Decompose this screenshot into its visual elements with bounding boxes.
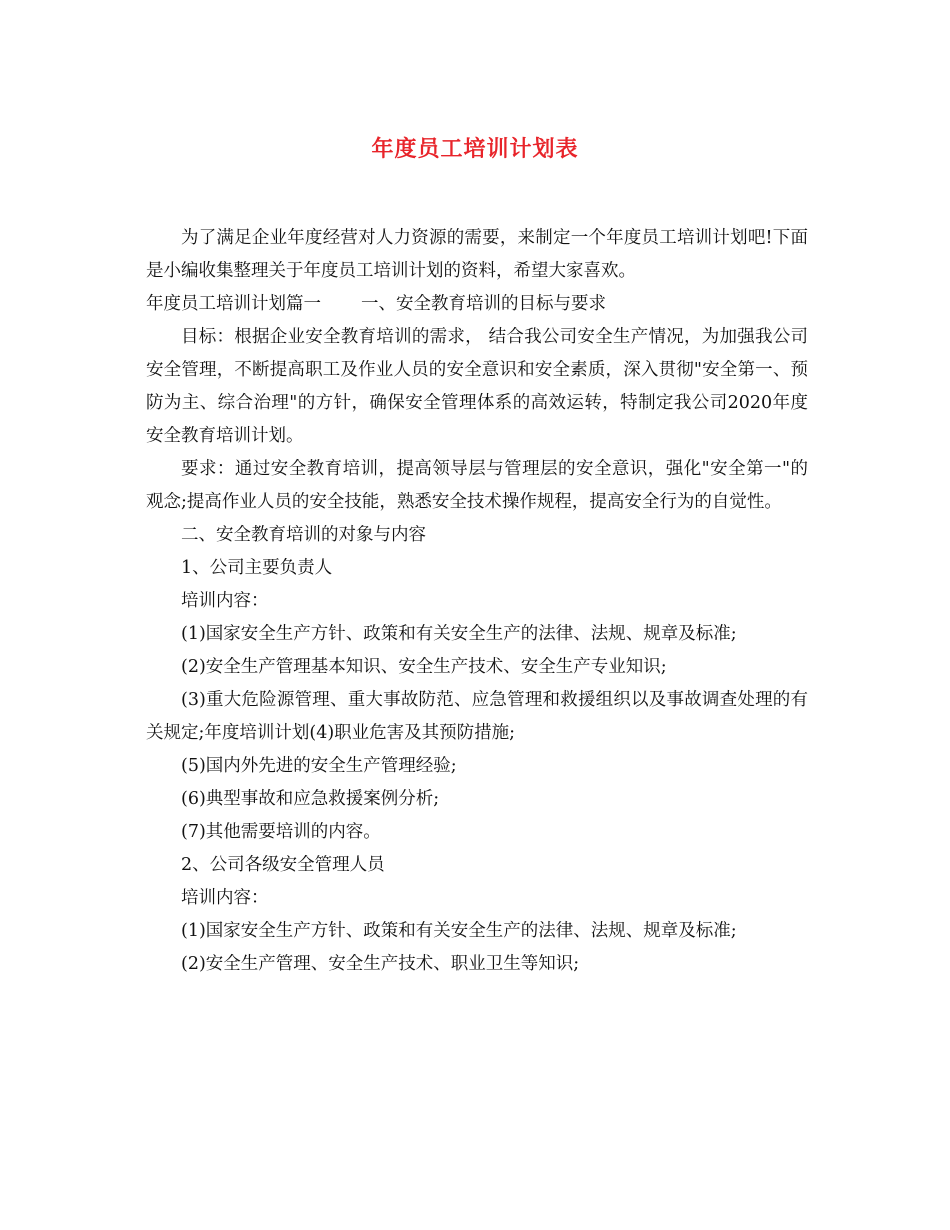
section-heading: 一、安全教育培训的目标与要求 <box>361 294 606 314</box>
goal-paragraph: 目标：根据企业安全教育培训的需求， 结合我公司安全生产情况，为加强我公司安全管理，不断提高职工及作业人员的安全意识和安全素质，深入贯彻"安全第一、预防为主、综合治理"的方针，确保安全管理体系的高效运转，特制定我公司2020年度安全教育培训计划。 <box>146 327 808 446</box>
intro-paragraph: 为了满足企业年度经营对人力资源的需要，来制定一个年度员工培训计划吧!下面是小编收集整理关于年度员工培训计划的资料，希望大家喜欢。 <box>146 228 808 281</box>
group-1-title: 1、公司主要负责人 <box>181 558 333 578</box>
section-head-line <box>146 288 808 321</box>
requirement-paragraph: 要求：通过安全教育培训，提高领导层与管理层的安全意识，强化"安全第一"的观念;提高作业人员的安全技能，熟悉安全技术操作规程，提高安全行为的自觉性。 <box>146 459 808 512</box>
group-1-content-label: 培训内容： <box>181 591 269 611</box>
group-2-content-label: 培训内容： <box>181 888 269 908</box>
group-1-item: (2)安全生产管理基本知识、安全生产技术、安全生产专业知识; <box>181 657 667 677</box>
group-2-title: 2、公司各级安全管理人员 <box>181 855 385 875</box>
group-1-item: (5)国内外先进的安全生产管理经验; <box>181 756 457 776</box>
document-title: 年度员工培训计划表 <box>371 136 579 162</box>
group-1-item: (3)重大危险源管理、重大事故防范、应急管理和救援组织以及事故调查处理的有关规定;年度培训计划(4)职业危害及其预防措施; <box>146 690 808 743</box>
group-2-item: (1)国家安全生产方针、政策和有关安全生产的法律、法规、规章及标准; <box>181 921 737 941</box>
group-1-item: (7)其他需要培训的内容。 <box>181 822 381 842</box>
section-label: 年度员工培训计划篇一 <box>146 294 321 314</box>
document-body <box>146 222 808 981</box>
group-1-item: (6)典型事故和应急救援案例分析; <box>181 789 440 809</box>
group-1-item: (1)国家安全生产方针、政策和有关安全生产的法律、法规、规章及标准; <box>181 624 737 644</box>
group-2-item: (2)安全生产管理、安全生产技术、职业卫生等知识; <box>181 954 580 974</box>
section-2-heading: 二、安全教育培训的对象与内容 <box>181 525 426 545</box>
